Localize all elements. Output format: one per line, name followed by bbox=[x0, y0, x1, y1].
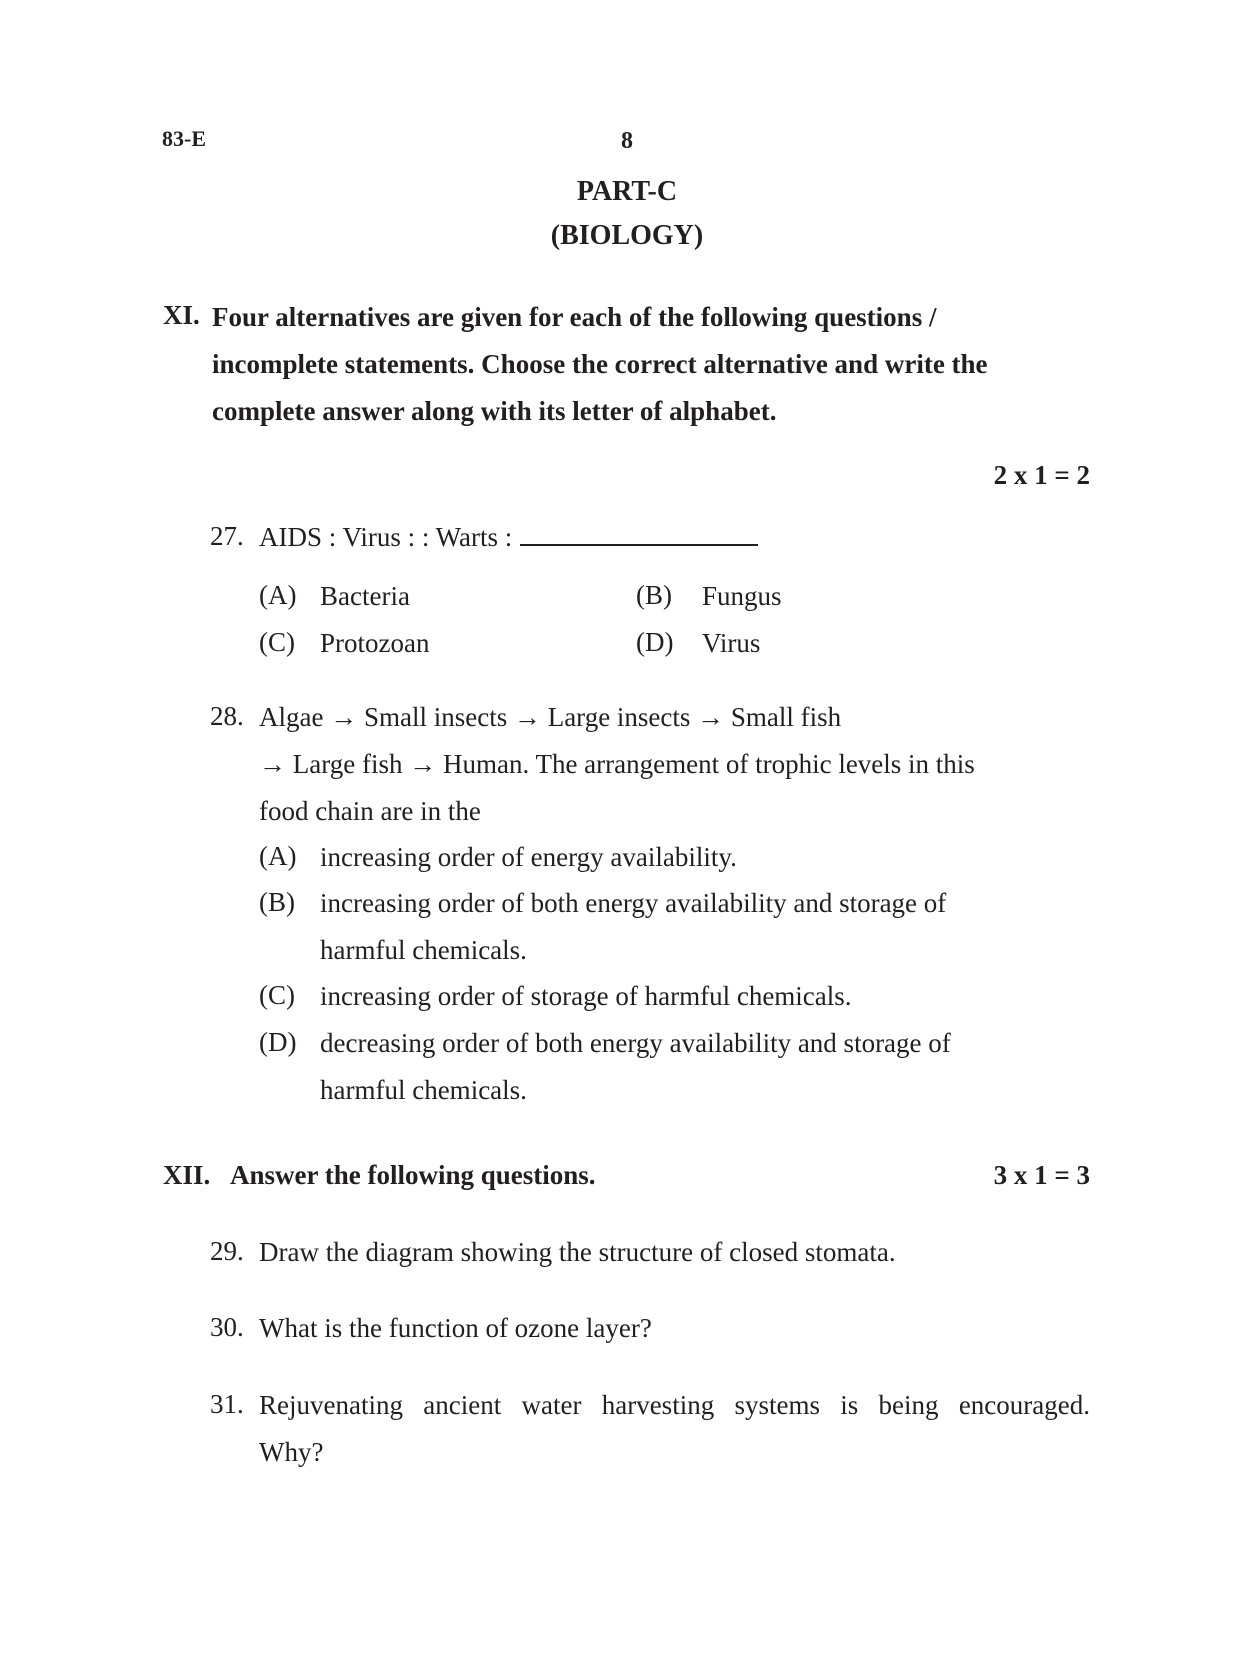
section-xii-number: XII. bbox=[163, 1160, 211, 1190]
option-text: Protozoan bbox=[320, 628, 430, 658]
part-subject: (BIOLOGY) bbox=[550, 220, 704, 251]
question-text-line: Rejuvenating ancient water harvesting systems is being encouraged. bbox=[259, 1390, 1090, 1420]
option-label: (D) bbox=[259, 1027, 297, 1057]
question-text-line: food chain are in the bbox=[259, 796, 481, 826]
option-line: harmful chemicals. bbox=[320, 935, 527, 965]
instruction-line: Four alternatives are given for each of the following questions / bbox=[212, 302, 937, 332]
question-text: AIDS : Virus : : Warts : bbox=[259, 522, 513, 552]
question-text-line: → Large fish → Human. The arrangement of trophic levels in this bbox=[259, 749, 975, 779]
question-text: Draw the diagram showing the structure of closed stomata. bbox=[259, 1237, 896, 1267]
option-text: Bacteria bbox=[320, 581, 410, 611]
question-28-text bbox=[259, 694, 975, 835]
question-number: 31. bbox=[210, 1389, 244, 1419]
question-text-line: Why? bbox=[259, 1437, 324, 1467]
question-number: 28. bbox=[210, 701, 244, 731]
question-number: 29. bbox=[210, 1236, 244, 1266]
option-label: (C) bbox=[259, 980, 295, 1010]
option-text bbox=[320, 973, 852, 1020]
question-text: What is the function of ozone layer? bbox=[259, 1313, 652, 1343]
question-number: 30. bbox=[210, 1312, 244, 1342]
section-xi-instruction bbox=[212, 294, 1090, 435]
option-line: increasing order of both energy availability and storage of bbox=[320, 888, 947, 918]
option-line: decreasing order of both energy availability and storage of bbox=[320, 1028, 951, 1058]
option-text: Virus bbox=[702, 628, 761, 658]
question-27-text bbox=[259, 514, 758, 561]
question-31-text bbox=[259, 1382, 1090, 1476]
paper-code: 83-E bbox=[162, 126, 206, 151]
option-label: (A) bbox=[259, 841, 297, 871]
option-line: harmful chemicals. bbox=[320, 1075, 527, 1105]
option-text bbox=[320, 834, 737, 881]
option-line: increasing order of storage of harmful chemicals. bbox=[320, 981, 852, 1011]
option-text bbox=[320, 880, 946, 974]
section-xi-number: XI. bbox=[163, 300, 200, 330]
section-xii-marks: 3 x 1 = 3 bbox=[993, 1160, 1090, 1190]
part-title: PART-C bbox=[576, 176, 678, 207]
option-label: (D) bbox=[636, 627, 674, 657]
instruction-line: incomplete statements. Choose the correct alternative and write the bbox=[212, 349, 988, 379]
option-label: (B) bbox=[636, 580, 672, 610]
option-text bbox=[320, 1020, 951, 1114]
question-number: 27. bbox=[210, 521, 244, 551]
section-xii-instruction: Answer the following questions. bbox=[230, 1160, 596, 1190]
answer-blank bbox=[520, 522, 758, 546]
page-number: 8 bbox=[621, 128, 633, 154]
option-text: Fungus bbox=[702, 581, 782, 611]
option-line: increasing order of energy availability. bbox=[320, 842, 737, 872]
option-label: (B) bbox=[259, 887, 295, 917]
section-xi-marks: 2 x 1 = 2 bbox=[993, 460, 1090, 490]
option-label: (C) bbox=[259, 627, 295, 657]
part-heading bbox=[0, 170, 1241, 258]
instruction-line: complete answer along with its letter of alphabet. bbox=[212, 396, 777, 426]
option-label: (A) bbox=[259, 580, 297, 610]
question-text-line: Algae → Small insects → Large insects → Small fish bbox=[259, 702, 842, 732]
